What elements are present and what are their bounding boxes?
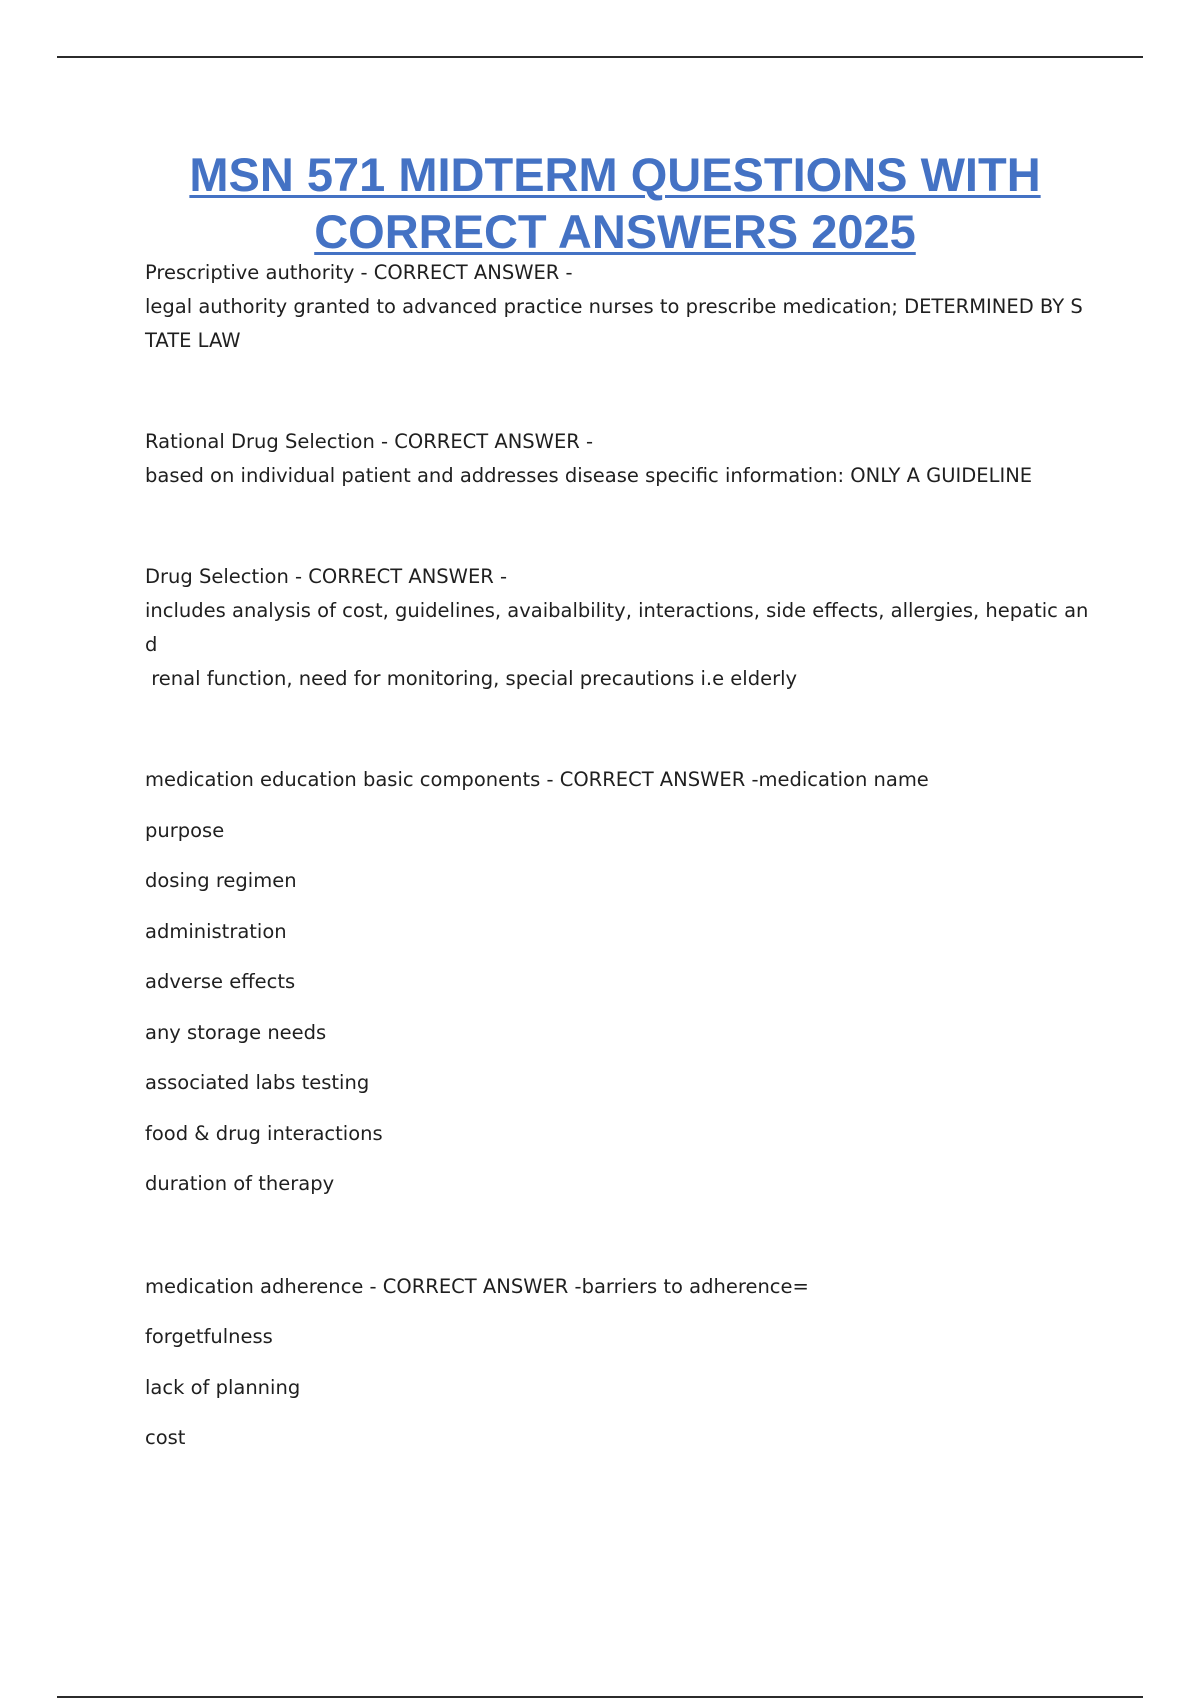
list-item: duration of therapy: [145, 1172, 335, 1195]
entry-term: Drug Selection - CORRECT ANSWER -: [145, 565, 508, 588]
entry-definition: legal authority granted to advanced practice nurses to prescribe medication; DETERMINED BY S: [145, 295, 1083, 318]
entry-medication-adherence: [145, 1270, 1095, 1472]
spacer: [145, 1218, 1095, 1270]
entry-term: medication education basic components - CORRECT ANSWER -medication name: [145, 768, 929, 791]
entry-definition: renal function, need for monitoring, special precautions i.e elderly: [145, 667, 798, 690]
list-item: adverse effects: [145, 970, 296, 993]
bottom-rule: [57, 1696, 1143, 1698]
entry-rational-drug-selection: [145, 425, 1095, 493]
entry-drug-selection: [145, 560, 1095, 696]
entry-term: medication adherence - CORRECT ANSWER -barriers to adherence=: [145, 1274, 809, 1298]
list-item: associated labs testing: [145, 1071, 370, 1094]
top-rule: [57, 56, 1143, 58]
title-line-2: CORRECT ANSWERS 2025: [314, 205, 916, 258]
spacer: [145, 493, 1095, 560]
entry-definition: includes analysis of cost, guidelines, avaibalbility, interactions, side effects, allergies, hepatic and: [145, 599, 1089, 656]
list-item: lack of planning: [145, 1375, 301, 1399]
entry-definition: based on individual patient and addresses disease specific information: ONLY A GUIDELINE: [145, 464, 1033, 487]
list-item: any storage needs: [145, 1020, 327, 1044]
list-item: purpose: [145, 818, 225, 842]
list-item: administration: [145, 919, 287, 943]
entry-prescriptive-authority: [145, 256, 1095, 358]
title-line-1: MSN 571 MIDTERM QUESTIONS WITH: [189, 148, 1041, 201]
document-body: [145, 256, 1095, 1472]
list-item: dosing regimen: [145, 869, 297, 892]
entry-definition: TATE LAW: [145, 329, 241, 352]
list-item: forgetfulness: [145, 1325, 273, 1348]
spacer: [145, 696, 1095, 763]
entry-term: Prescriptive authority - CORRECT ANSWER -: [145, 261, 573, 284]
document-title: [100, 146, 1130, 260]
entry-medication-education: [145, 763, 1095, 1218]
list-item: food & drug interactions: [145, 1121, 383, 1145]
spacer: [145, 358, 1095, 425]
entry-term: Rational Drug Selection - CORRECT ANSWER -: [145, 430, 594, 453]
list-item: cost: [145, 1426, 186, 1449]
